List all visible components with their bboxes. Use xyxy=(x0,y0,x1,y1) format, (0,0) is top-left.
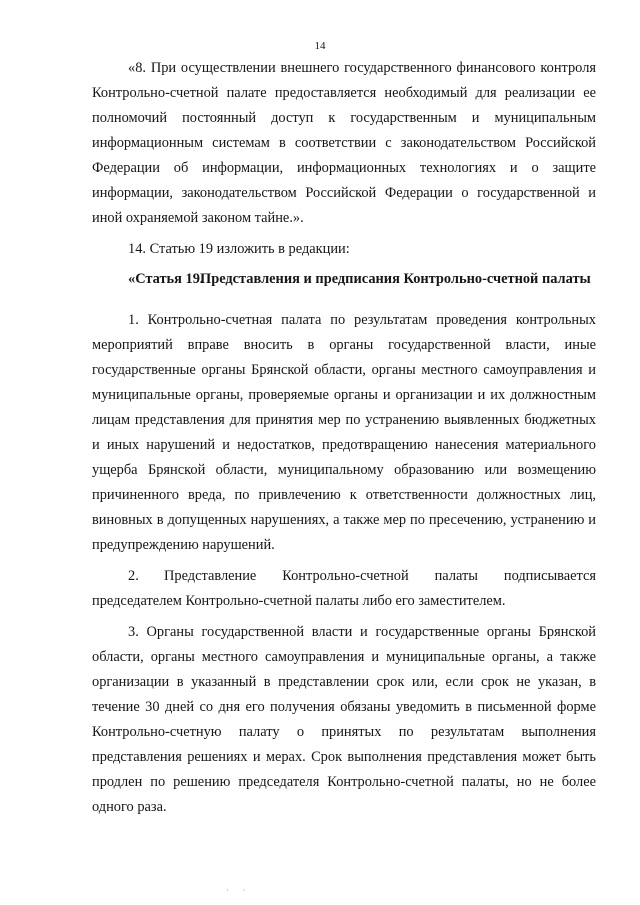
scan-artifact-marks: · · xyxy=(226,886,252,895)
point-2-first-line: Представление Контрольно-счетной палаты подписывается xyxy=(164,568,596,584)
paragraph-item-14: 14. Статью 19 изложить в редакции: xyxy=(128,241,350,257)
paragraph-clause-8: «8. При осуществлении внешнего государственного финансового контроля Контрольно-счетной палате предоставляется необходимый для реализации ее полномочий постоянный доступ к государственным и муниципальным информационным системам в соответствии с законодательством Российской Федерации об информации, информационных технологиях и о защите информации, законодательством Российской Федерации о государственной и иной охраняемой законом тайне.». xyxy=(92,60,596,226)
article-number: «Статья 19. xyxy=(128,271,204,287)
heading-spacer xyxy=(92,294,596,308)
point-2-continuation: председателем Контрольно-счетной палаты либо его заместителем. xyxy=(92,593,506,609)
article-heading xyxy=(92,268,596,290)
article-title: Представления и предписания Контрольно-счетной палаты xyxy=(200,271,591,287)
paragraph-article-point-1: 1. Контрольно-счетная палата по результатам проведения контрольных мероприятий вправе вносить в органы государственной власти, иные государственные органы Брянской области, органы местного самоуправления и муниципальные органы, проверяемые органы и организации и их должностным лицам представления для принятия мер по устранению выявленных бюджетных и иных нарушений и недостатков, предотвращению нанесения материального ущерба Брянской области, муниципальному образованию или возмещению причиненного вреда, по привлечению к ответственности должностных лиц, виновных в допущенных нарушениях, а также мер по пресечению, устранению и предупреждению нарушений. xyxy=(92,312,596,553)
paragraph-article-point-2 xyxy=(92,564,596,589)
page-number: 14 xyxy=(314,40,326,52)
paragraph-article-point-3: 3. Органы государственной власти и государственные органы Брянской области, органы местного самоуправления и муниципальные органы, а также организации в указанный в представлении срок или, если срок не указан, в течение 30 дней со дня его получения обязаны уведомить в письменной форме Контрольно-счетную палату о принятых по результатам выполнения представления решениях и мерах. Срок выполнения представления может быть продлен по решению председателя Контрольно-счетной палаты, но не более одного раза. xyxy=(92,624,596,815)
document-body xyxy=(92,56,596,820)
point-2-number: 2. xyxy=(128,568,139,584)
